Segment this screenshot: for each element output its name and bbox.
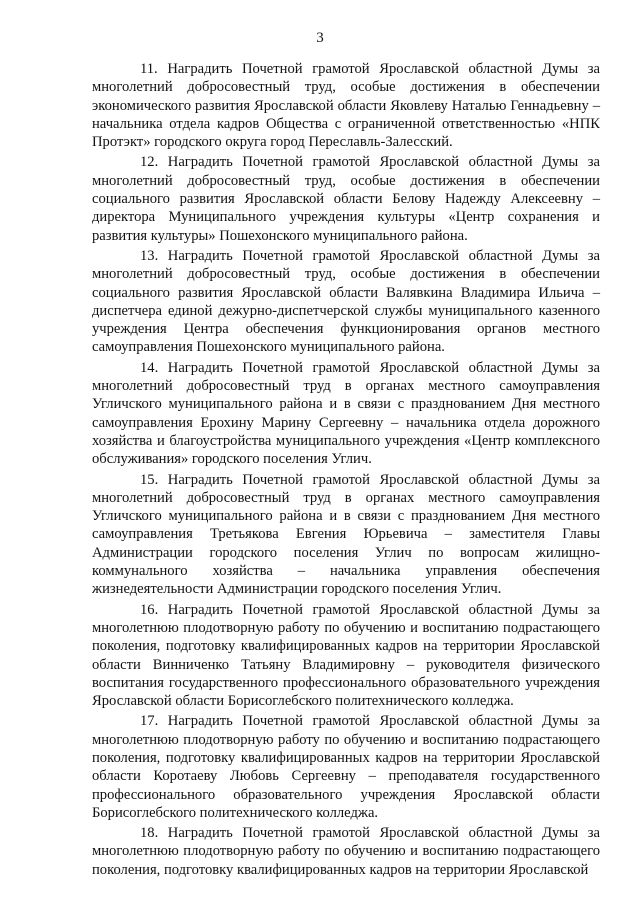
paragraph-item-18: 18. Наградить Почетной грамотой Ярославской областной Думы за многолетнюю плодотворную работу по обучению и воспитанию подрастающего поколения, подготовку квалифицированных кадров на территории Ярославской	[92, 825, 600, 878]
paragraph-item-15: 15. Наградить Почетной грамотой Ярославской областной Думы за многолетний добросовестный труд в органах местного самоуправления Угличского муниципального района и в связи с празднованием Дня местного самоуправления Третьякова Евгения Юрьевича – заместителя Главы Администрации городского поселения Углич по вопросам жилищно-коммунального хозяйства – начальника управления обеспечения жизнедеятельности Администрации городского поселения Углич.	[92, 471, 600, 598]
paragraph-item-17: 17. Наградить Почетной грамотой Ярославской областной Думы за многолетнюю плодотворную работу по обучению и воспитанию подрастающего поколения, подготовку квалифицированных кадров на территории Ярославской области Коротаеву Любовь Сергеевну – преподавателя государственного профессионального образовательного учреждения Ярославской области Борисоглебского политехнического колледжа.	[92, 713, 600, 821]
paragraph-item-13: 13. Наградить Почетной грамотой Ярославской областной Думы за многолетний добросовестный труд, особые достижения в обеспечении социального развития Ярославской области Валявкина Владимира Ильича – диспетчера единой дежурно-диспетчерской службы муниципального казенного учреждения Центра обеспечения функционирования органов местного самоуправления Пошехонского муниципального района.	[92, 247, 600, 356]
paragraph-item-14: 14. Наградить Почетной грамотой Ярославской областной Думы за многолетний добросовестный труд в органах местного самоуправления Угличского муниципального района и в связи с празднованием Дня местного самоуправления Ерохину Марину Сергеевну – начальника отдела дорожного хозяйства и благоустройства муниципального учреждения «Центр комплексного обслуживания» городского поселения Углич.	[92, 359, 600, 468]
document-body	[92, 60, 600, 879]
paragraph-item-12: 12. Наградить Почетной грамотой Ярославской областной Думы за многолетний добросовестный труд, особые достижения в обеспечении социального развития Ярославской области Белову Надежду Алексеевну – директора Муниципального учреждения культуры «Центр сохранения и развития культуры» Пошехонского муниципального района.	[92, 154, 600, 244]
page-number: 3	[316, 30, 324, 46]
paragraph-item-16: 16. Наградить Почетной грамотой Ярославской областной Думы за многолетнюю плодотворную работу по обучению и воспитанию подрастающего поколения, подготовку квалифицированных кадров на территории Ярославской области Винниченко Татьяну Владимировну – руководителя физического воспитания государственного профессионального образовательного учреждения Ярославской области Борисоглебского политехнического колледжа.	[92, 601, 600, 710]
paragraph-item-11: 11. Наградить Почетной грамотой Ярославской областной Думы за многолетний добросовестный труд, особые достижения в обеспечении экономического развития Ярославской области Яковлеву Наталью Геннадьевну – начальника отдела кадров Общества с ограниченной ответственностью «НПК Протэкт» городского округа город Переславль-Залесский.	[92, 61, 600, 151]
